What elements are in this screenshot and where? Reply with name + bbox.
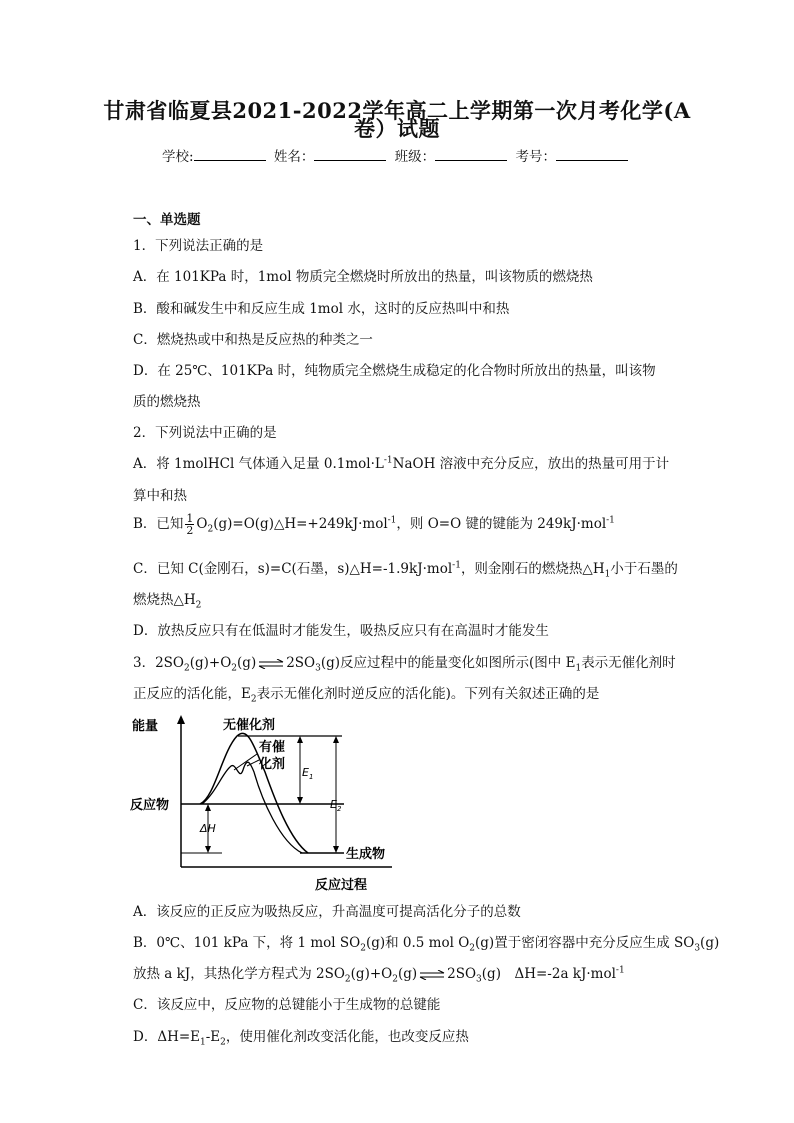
q3-option-c: C．该反应中，反应物的总键能小于生成物的总键能: [133, 997, 441, 1013]
y-axis-arrow: [177, 715, 185, 724]
number-label: 考号：: [515, 149, 556, 165]
q3-option-b-cont: 放热 a kJ，其热化学方程式为 $2SO_2(g)+O_2(g)$ $2SO_3(g)$ ΔH=-2a kJ·mol$^{-1}$: [133, 965, 625, 985]
q3-stem-cont: 正反应的活化能，$E_2$表示无催化剂时逆反应的活化能)。下列有关叙述正确的是: [133, 686, 600, 705]
class-blank[interactable]: [435, 148, 507, 161]
catalyst-label-1: 有催: [259, 740, 286, 755]
q1-option-c: C．燃烧热或中和热是反应热的种类之一: [133, 332, 373, 348]
number-blank[interactable]: [556, 148, 628, 161]
reactant-label: 反应物: [130, 798, 170, 813]
q1-option-b: B．酸和碱发生中和反应生成 1mol 水，这时的反应热叫中和热: [133, 301, 510, 317]
q3-option-a: A．该反应的正反应为吸热反应，升高温度可提高活化分子的总数: [133, 904, 521, 920]
e1-label: $E_1$: [302, 766, 314, 781]
school-blank[interactable]: [194, 148, 266, 161]
page-title-line2: 卷）试题: [354, 116, 440, 141]
cat-pointer-1: [234, 754, 257, 770]
q2-option-c: C．已知 C(金刚石，s)=C(石墨，s)△H=-1.9kJ·mol$^{-1}$，则金刚石的燃烧热$\triangle H_1$小于石墨的: [133, 560, 678, 580]
half-fraction: $\frac{1}{2}$: [186, 512, 194, 537]
q2-stem: 2．下列说法中正确的是: [133, 425, 277, 441]
no-catalyst-label: 无催化剂: [223, 718, 276, 733]
q2-option-a-cont: 算中和热: [133, 488, 187, 504]
product-label: 生成物: [346, 847, 386, 862]
energy-diagram: [130, 712, 400, 894]
q1-option-d-cont: 质的燃烧热: [133, 394, 201, 410]
q3-stem: 3．$2SO_2(g)+O_2(g)$ $2SO_3(g)$反应过程中的能量变化如图所示(图中 $E_1$表示无催化剂时: [133, 655, 676, 674]
e2-label: $E_2$: [330, 798, 342, 813]
equilibrium-arrow-icon: [419, 970, 445, 980]
q2-option-d: D．放热反应只有在低温时才能发生，吸热反应只有在高温时才能发生: [133, 623, 549, 639]
page-title: 甘肃省临夏县2021-2022学年高二上学期第一次月考化学(A: [103, 98, 691, 123]
q3-option-b: B．0℃、101 kPa 下，将 1 mol $SO_2(g)$和 0.5 mol $O_2(g)$置于密闭容器中充分反应生成 $SO_3(g)$: [133, 935, 720, 954]
q2-option-a: A．将 1molHCl 气体通入足量 $0.1mol\cdot L^{-1}NaOH$ 溶液中充分反应，放出的热量可用于计: [133, 455, 670, 472]
no-catalyst-curve: [200, 733, 308, 853]
q3-option-d: D．$\Delta H=E_1-E_2$，使用催化剂改变活化能，也改变反应热: [133, 1029, 469, 1048]
section-heading: 一、单选题: [133, 212, 201, 228]
school-label: 学校:: [162, 149, 194, 165]
student-info: [0, 145, 794, 165]
y-axis-label: 能量: [132, 719, 159, 734]
q2-option-c-cont: 燃烧热$\triangle H_2$: [133, 592, 202, 611]
dh-label: ΔH: [200, 822, 216, 835]
q2-option-b: B．已知 $\frac{1}{2}$ $O_2(g)=O(g)\triangle H=+249kJ\cdot mol^{-1}$，则 O=O 键的键能为 249kJ·mol$^{-1}$: [133, 512, 615, 537]
q1-option-d: D．在 25℃、101KPa 时，纯物质完全燃烧生成稳定的化合物时所放出的热量，叫该物: [133, 363, 656, 379]
q1-stem: 1．下列说法正确的是: [133, 238, 264, 254]
equilibrium-arrow-icon: [258, 659, 284, 669]
x-axis-label: 反应过程: [315, 878, 368, 893]
class-label: 班级：: [394, 149, 436, 165]
catalyst-label-2: 化剂: [259, 757, 286, 772]
q1-option-a: A．在 101KPa 时，1mol 物质完全燃烧时所放出的热量，叫该物质的燃烧热: [133, 269, 593, 285]
name-label: 姓名：: [273, 149, 315, 165]
name-blank[interactable]: [314, 148, 386, 161]
